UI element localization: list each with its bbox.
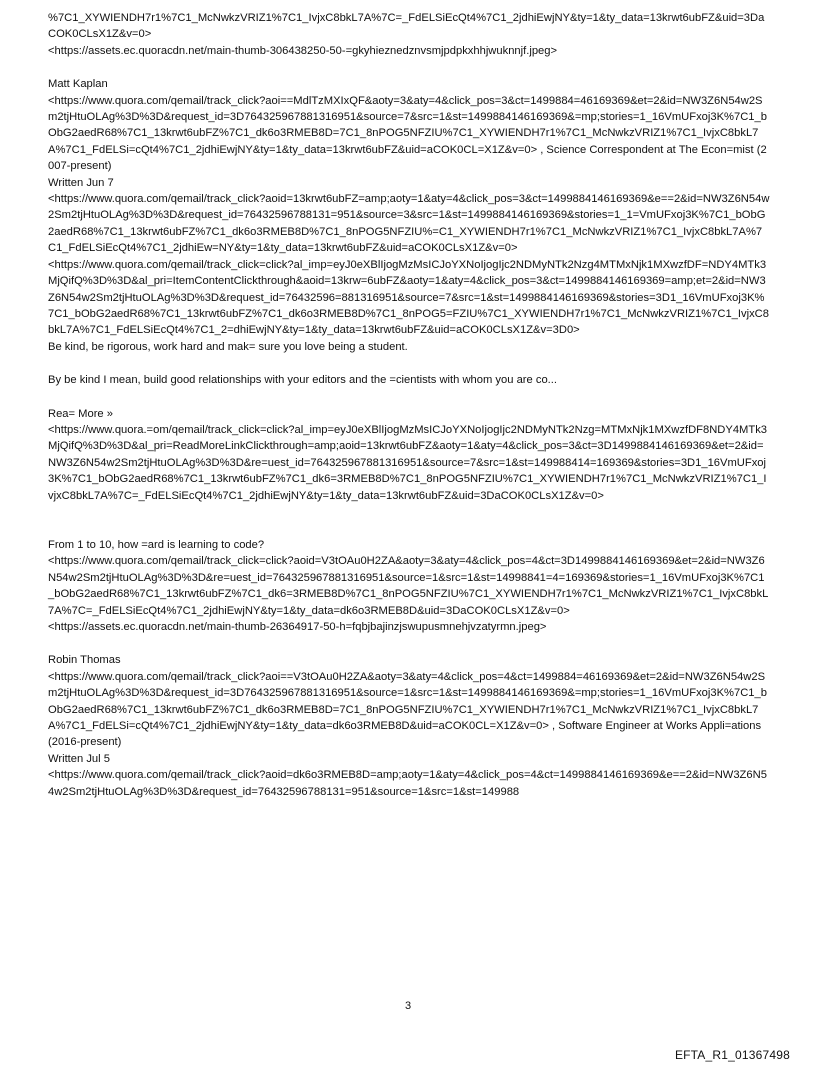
read-more-link[interactable]: <https://www.quora.=om/qemail/track_click=click?al_imp=eyJ0eXBlIjogMzMsICJoYXNoIjogIjc2NDMyNTk2Nzg=MTMxNjk1MXwzfDF8NDY4MTk3MjQifQ%3D%3D&al_pri=ReadMoreLinkClickthrough=amp;aoid=13krwt6ubFZ&aoty=1&aty=4&click_pos=3&ct=3D1499884146169369&et=2&id=NW3Z6N54w2Sm2tjHtuOLAg%3D%3D&re=uest_id=764325967881316951&source=7&src=1&st=149988414=169369&stories=3D1_16VmUFxoj3K%7C1_bObG2aedR68%7C1_13krwt6ubFZ%7C1_dk6=3RMEB8D%7C1_8nPOG5NFZIU%7C1_XYWIENDH7r1%7C1_McNwkzVRIZ1%7C1_IvjxC8bkL7A%7C=_FdELSiEcQt4%7C1_2jdhiEwjNY&ty=1&ty_data=13krwt6ubFZ&uid=3DaCOK0CLsX1Z&v=0>: [48, 423, 768, 502]
text-line: %7C1_XYWIENDH7r1%7C1_McNwkzVRIZ1%7C1_IvjxC8bkL7A%7C=_FdELSiEcQt4%7C1_2jdhiEwjNY&ty=1&ty_data=13krwt6ubFZ&uid=3DaCOK0CLsX1Z&v=0>: [48, 12, 765, 41]
answer-text: Be kind, be rigorous, work hard and mak= sure you love being a student.: [48, 340, 408, 353]
answer-snippet: By be kind I mean, build good relationships with your editors and the =cientists with whom you are co...: [48, 374, 557, 387]
author-name: Robin Thomas: [48, 654, 121, 667]
page-number: 3: [404, 1000, 412, 1012]
answer-link[interactable]: <https://www.quora.com/qemail/track_click?aoid=13krwt6ubFZ=amp;aoty=1&aty=4&click_pos=3&ct=1499884146169369&e==2&id=NW3Z6N54w2Sm2tjHtuOLAg%3D%3D&request_id=76432596788131=951&source=3&src=1&st=1499884146169369&stories=1_1=VmUFxoj3K%7C1_bObG2aedR68%7C1_13krwt6ubFZ%7C1_dk6o3RMEB8D%7C1_8nPOG5NFZIU%=C1_XYWIENDH7r1%7C1_McNwkzVRIZ1%7C1_IvjxC8bkL7A%7C1_FdELSiEcQt4%7C1_2jdhiEw=NY&ty=1&ty_data=13krwt6ubFZ&uid=aCOK0CLsX1Z&v=0>: [48, 193, 770, 255]
content-link[interactable]: <https://www.quora.com/qemail/track_click=click?al_imp=eyJ0eXBlIjogMzMsICJoYXNoIjogIjc2NDMyNTk2Nzg4MTMxNjk1MXwzfDF=NDY4MTk3MjQifQ%3D%3D&al_pri=ItemContentClickthrough&aoid=13krw=6ubFZ&aoty=1&aty=4&click_pos=3&ct=1499884146169369=amp;et=2&id=NW3Z6N54w2Sm2tjHtuOLAg%3D%3D&request_id=76432596=881316951&source=7&src=1&st=1499884146169369&stories=3D1_16VmUFxoj3K%7C1_bObG2aedR68%7C1_13krwt6ubFZ%7C1_dk6o3RMEB8D%7C1_8nPOG5=FZIU%7C1_XYWIENDH7r1%7C1_McNwkzVRIZ1%7C1_IvjxC8bkL7A%7C1_FdELSiEcQt4%7C1_2=dhiEwjNY&ty=1&ty_data=13krwt6ubFZ&uid=aCOK0CLsX1Z&v=3D0>: [48, 258, 769, 337]
author-link[interactable]: <https://www.quora.com/qemail/track_click?aoi==V3tOAu0H2ZA&aoty=3&aty=4&click_pos=4&ct=1499884=46169369&et=2&id=NW3Z6N54w2Sm2tjHtuOLAg%3D%3D&request_id=3D764325967881316951&source=1&src=1&st=1499884146169369&=mp;stories=1_16VmUFxoj3K%7C1_bObG2aedR68%7C1_13krwt6ubFZ%7C1_dk6o3RMEB8D=7C1_8nPOG5NFZIU%7C1_XYWIENDH7r1%7C1_McNwkzVRIZ1%7C1_IvjxC8bkL7A%7C1_FdELSi=cQt4%7C1_2jdhiEwjNY&ty=1&ty_data=dk6o3RMEB8D&uid=aCOK0CL=X1Z&v=0> , Software Engineer at Works Appli=ations (2016-present): [48, 670, 767, 749]
email-body: [48, 10, 770, 800]
author-name: Matt Kaplan: [48, 78, 108, 91]
written-date: Written Jul 5: [48, 752, 110, 765]
answer-link[interactable]: <https://www.quora.com/qemail/track_click?aoid=dk6o3RMEB8D=amp;aoty=1&aty=4&click_pos=4&ct=1499884146169369&e==2&id=NW3Z6N54w2Sm2tjHtuOLAg%3D%3D&request_id=76432596788131=951&source=1&src=1&st=149988: [48, 769, 767, 798]
question-title: From 1 to 10, how =ard is learning to code?: [48, 538, 265, 551]
document-id: EFTA_R1_01367498: [674, 1048, 790, 1062]
question-link[interactable]: <https://www.quora.com/qemail/track_click=click?aoid=V3tOAu0H2ZA&aoty=3&aty=4&click_pos=4&ct=3D1499884146169369&et=2&id=NW3Z6N54w2Sm2tjHtuOLAg%3D%3D&re=uest_id=764325967881316951&source=1&src=1&st=14998841=4=169369&stories=1_16VmUFxoj3K%7C1_bObG2aedR68%7C1_13krwt6ubFZ%7C1_dk6=3RMEB8D%7C1_8nPOG5NFZIU%7C1_XYWIENDH7r1%7C1_McNwkzVRIZ1%7C1_IvjxC8bkL7A%7C=_FdELSiEcQt4%7C1_2jdhiEwjNY&ty=1&ty_data=dk6o3RMEB8D&uid=3DaCOK0CLsX1Z&v=0>: [48, 555, 769, 617]
author-link[interactable]: <https://www.quora.com/qemail/track_click?aoi==MdlTzMXIxQF&aoty=3&aty=4&click_pos=3&ct=1499884=46169369&et=2&id=NW3Z6N54w2Sm2tjHtuOLAg%3D%3D&request_id=3D764325967881316951&source=7&src=1&st=1499884146169369&=mp;stories=1_16VmUFxoj3K%7C1_bObG2aedR68%7C1_13krwt6ubFZ%7C1_dk6o3RMEB8D=7C1_8nPOG5NFZIU%7C1_XYWIENDH7r1%7C1_McNwkzVRIZ1%7C1_IvjxC8bkL7A%7C1_FdELSi=cQt4%7C1_2jdhiEwjNY&ty=1&ty_data=13krwt6ubFZ&uid=aCOK0CL=X1Z&v=0> , Science Correspondent at The Econ=mist (2007-present): [48, 94, 767, 173]
thumbnail-link[interactable]: <https://assets.ec.quoracdn.net/main-thumb-26364917-50-h=fqbjbajinzjswupusmnehjvzatyrmn.jpeg>: [48, 621, 547, 633]
read-more-label[interactable]: Rea= More »: [48, 407, 113, 420]
written-date: Written Jun 7: [48, 176, 114, 189]
thumbnail-link[interactable]: <https://assets.ec.quoracdn.net/main-thumb-306438250-50-=gkyhieznedznvsmjpdpkxhhjwuknnjf.jpeg>: [48, 44, 558, 57]
